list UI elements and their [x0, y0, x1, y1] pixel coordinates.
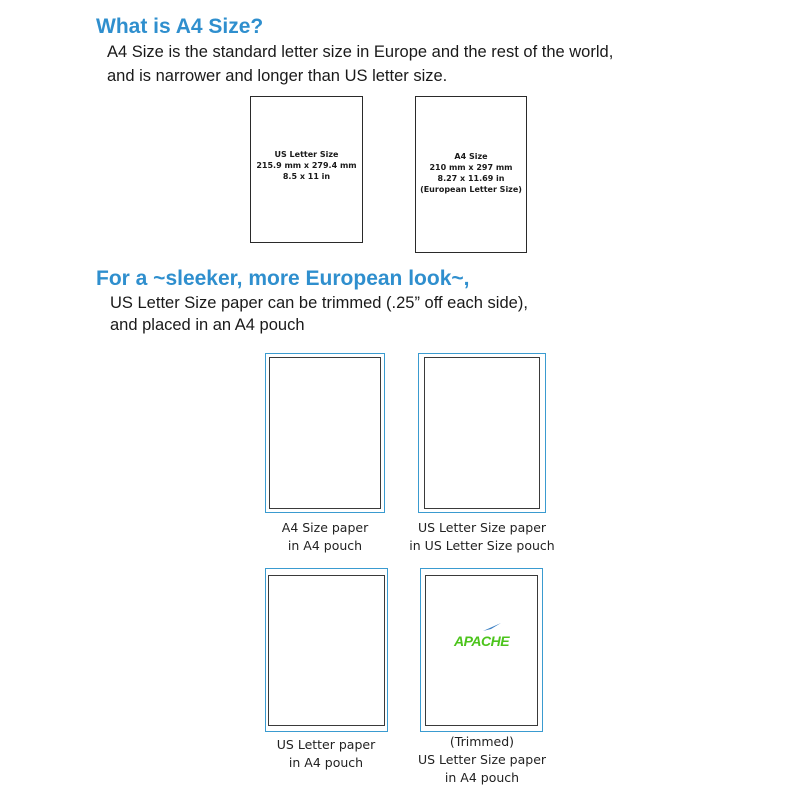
a4-name: A4 Size: [454, 152, 488, 161]
caption-line: US Letter Size paper: [417, 752, 547, 767]
us-letter-paper: [424, 357, 540, 509]
caption-line: in A4 pouch: [444, 770, 520, 785]
section-title-european-look: For a ~sleeker, more European look~,: [96, 267, 470, 290]
a4-imperial: 8.27 x 11.69 in: [437, 174, 505, 183]
apache-logo: APACHE: [454, 633, 510, 649]
us-letter-sheet: [250, 96, 363, 243]
caption-line: US Letter Size paper: [417, 520, 547, 535]
trimmed-us-letter-paper: [425, 575, 538, 726]
us-letter-imperial: 8.5 x 11 in: [282, 172, 331, 181]
us-letter-paper: [268, 575, 385, 726]
caption-us-in-us: [382, 519, 582, 555]
caption-trimmed-in-a4: [382, 733, 582, 787]
section-title-a4-size: What is A4 Size?: [96, 15, 264, 38]
us-letter-metric: 215.9 mm x 279.4 mm: [256, 161, 357, 170]
caption-line: A4 Size paper: [281, 520, 369, 535]
trim-line-1: US Letter Size paper can be trimmed (.25” off each side),: [110, 294, 528, 312]
a4-metric: 210 mm x 297 mm: [429, 163, 513, 172]
trim-line-2: and placed in an A4 pouch: [110, 316, 305, 334]
caption-line: in A4 pouch: [287, 538, 363, 553]
apache-feather-icon: [482, 622, 502, 632]
intro-line-2: and is narrower and longer than US letter size.: [107, 67, 448, 85]
a4-paper: [269, 357, 381, 509]
caption-line: US Letter paper: [276, 737, 376, 752]
intro-line-1: A4 Size is the standard letter size in Europe and the rest of the world,: [107, 43, 614, 61]
a4-note: (European Letter Size): [420, 185, 522, 194]
caption-line: in US Letter Size pouch: [409, 538, 555, 553]
us-letter-name: US Letter Size: [274, 150, 339, 159]
a4-sheet: [415, 96, 527, 253]
caption-line: in A4 pouch: [288, 755, 364, 770]
caption-line: (Trimmed): [449, 734, 515, 749]
